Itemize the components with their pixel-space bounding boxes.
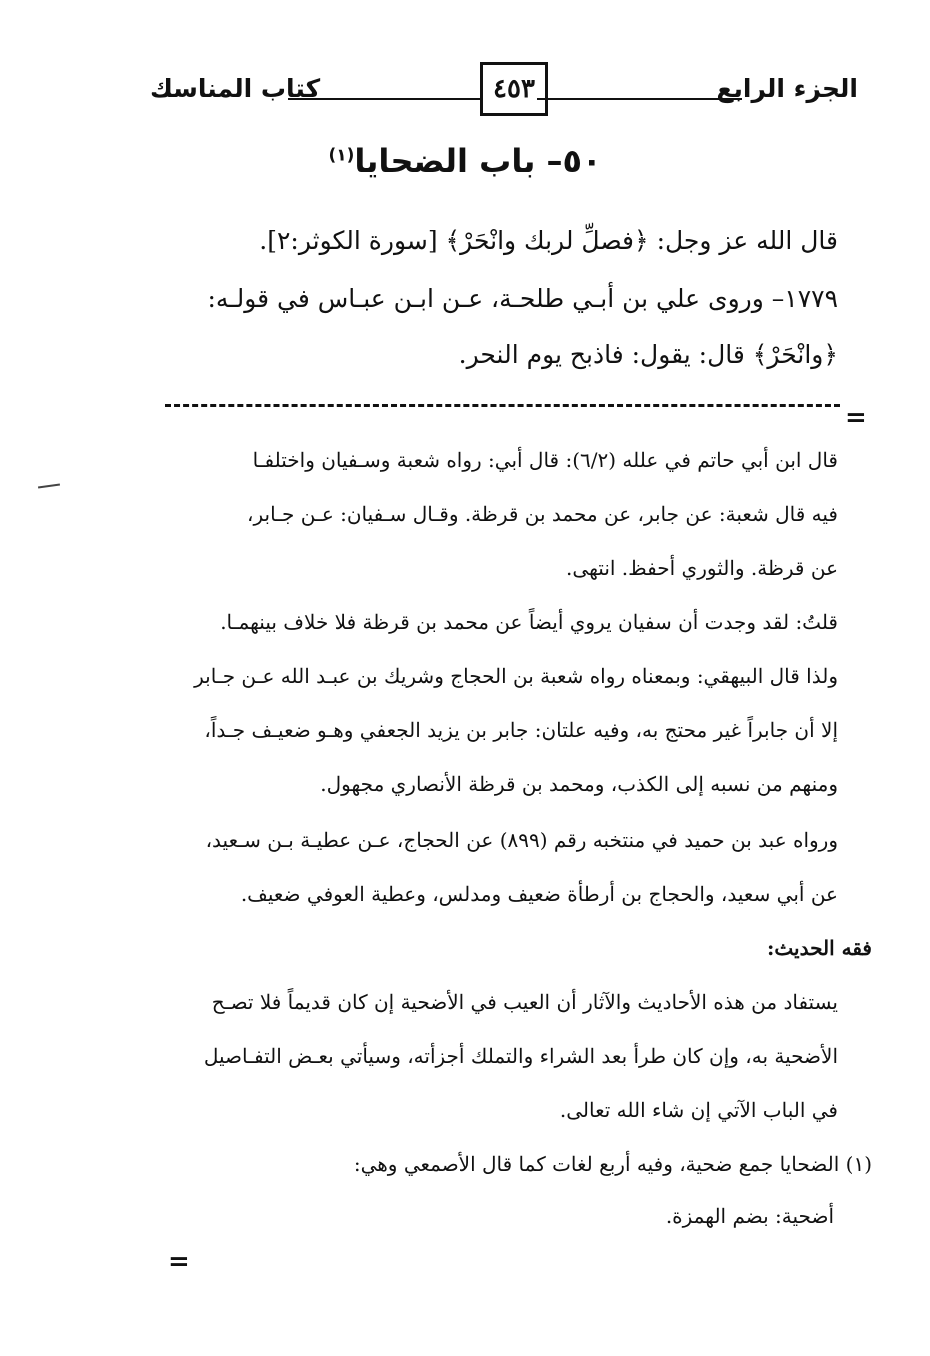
commentary-line: قال ابن أبي حاتم في علله (٦/٢): قال أبي: رواه شعبة وسـفيان واختلفـا: [252, 448, 838, 472]
continuation-mark-bottom: =: [168, 1247, 190, 1277]
header-rule-left: [288, 98, 483, 100]
commentary-line: إلا أن جابراً غير محتج به، وفيه علتان: جابر بن يزيد الجعفي وهـو ضعيـف جـداً،: [204, 718, 838, 742]
commentary-line: قلتُ: لقد وجدت أن سفيان يروي أيضاً عن محمد بن قرظة فلا خلاف بينهمـا.: [220, 610, 838, 634]
main-text-line: قال الله عز وجل: ﴿فصلِّ لربك وانْحَرْ﴾ [سورة الكوثر:٢].: [259, 226, 838, 255]
commentary-line: فيه قال شعبة: عن جابر، عن محمد بن قرظة. وقـال سـفيان: عـن جـابر،: [247, 502, 838, 526]
commentary-line: عن أبي سعيد، والحجاج بن أرطأة ضعيف ومدلس، وعطية العوفي ضعيف.: [240, 882, 838, 906]
continuation-mark: =: [845, 403, 867, 433]
commentary-line: ومنهم من نسبه إلى الكذب، ومحمد بن قرظة الأنصاري مجهول.: [320, 772, 838, 796]
chapter-title: [0, 142, 930, 180]
chapter-title-text: ٥٠– باب الضحايا: [354, 142, 602, 180]
fiqh-line: يستفاد من هذه الأحاديث والآثار أن العيب في الأضحية إن كان قديماً فلا تصـح: [211, 990, 838, 1014]
dashed-separator: [165, 404, 840, 407]
commentary-line: عن قرظة. والثوري أحفظ. انتهى.: [566, 556, 838, 580]
commentary-line: ورواه عبد بن حميد في منتخبه رقم (٨٩٩) عن الحجاج، عـن عطيـة بـن سـعيد،: [205, 828, 838, 852]
main-text-line: ﴿وانْحَرْ﴾ قال: يقول: فاذبح يوم النحر.: [458, 340, 838, 369]
fiqh-line: في الباب الآتي إن شاء الله تعالى.: [559, 1098, 838, 1122]
fiqh-line: الأضحية به، وإن كان طرأ بعد الشراء والتملك أجزأته، وسيأتي بعـض التفـاصيل: [203, 1044, 838, 1068]
footnote-line: (١) الضحايا جمع ضحية، وفيه أربع لغات كما قال الأصمعي وهي:: [353, 1152, 872, 1176]
chapter-footnote-ref: (١): [328, 145, 355, 166]
footnote-line: أضحية: بضم الهمزة.: [665, 1204, 834, 1228]
commentary-line: ولذا قال البيهقي: وبمعناه رواه شعبة بن الحجاج وشريك بن عبـد الله عـن جـابر: [194, 664, 838, 688]
volume-title: الجزء الرابع: [716, 74, 858, 103]
page-number: ٤٥٣: [480, 62, 548, 116]
margin-mark: [38, 483, 60, 488]
fiqh-heading: فقه الحديث:: [766, 936, 872, 960]
main-text-line: ١٧٧٩– وروى علي بن أبـي طلحـة، عـن ابـن عبـاس في قولـه:: [207, 284, 838, 313]
book-title: كتاب المناسك: [150, 74, 321, 103]
running-header: [150, 62, 870, 122]
header-rule-right: [537, 98, 742, 100]
